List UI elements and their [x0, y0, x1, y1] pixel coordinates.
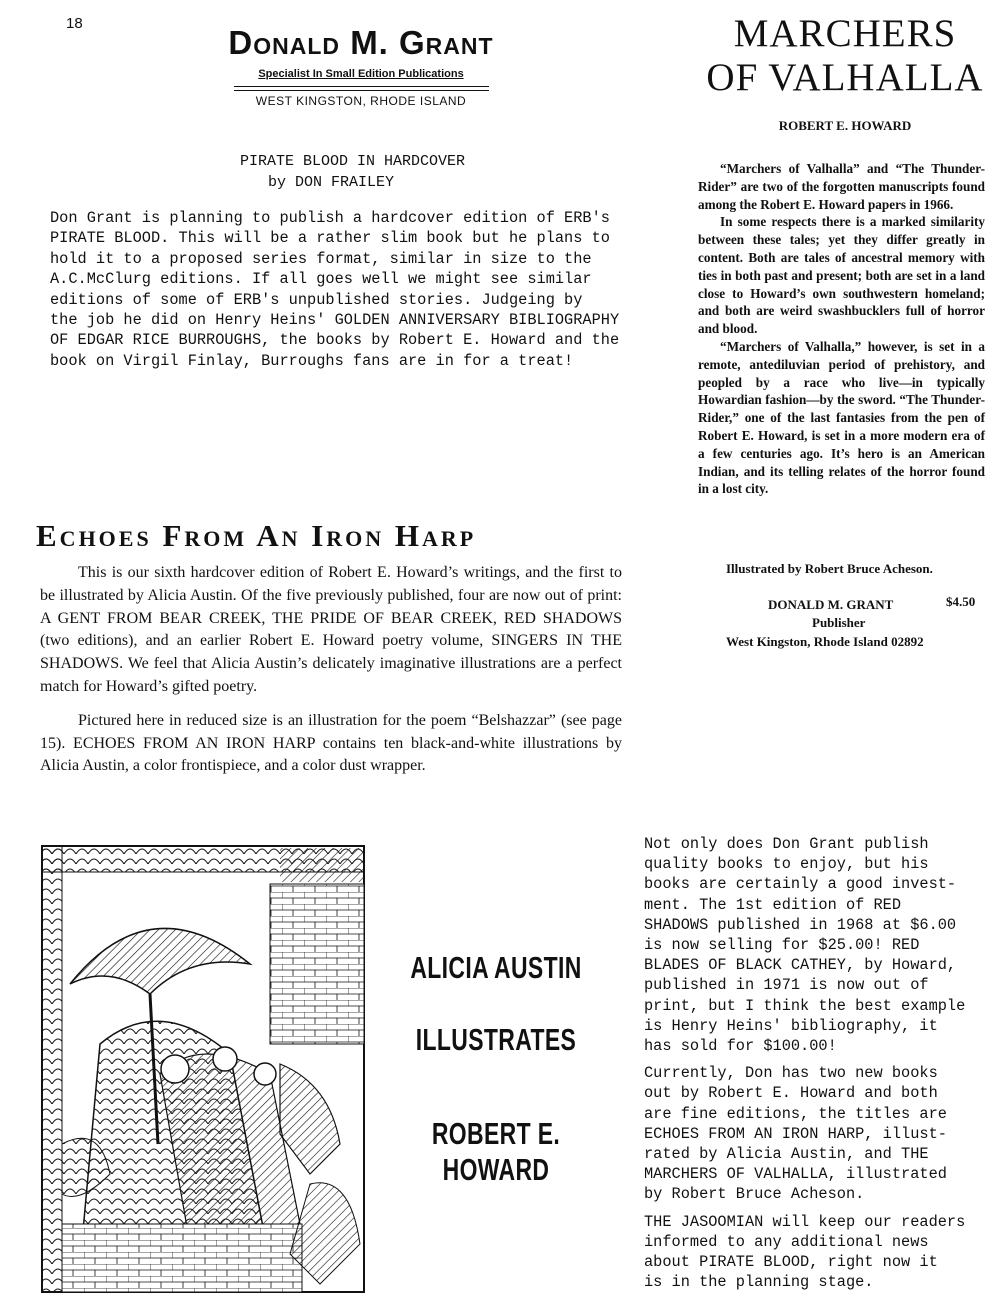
advert-publisher-name: DONALD M. GRANT [768, 597, 894, 612]
advert-title-line: OF VALHALLA [706, 56, 984, 99]
advert-publisher-role: Publisher [812, 615, 866, 630]
divider [234, 86, 489, 87]
divider [234, 90, 489, 91]
belshazzar-illustration-icon [40, 844, 366, 1294]
publisher-name: Donald M. Grant [228, 24, 494, 61]
article-byline: by DON FRAILEY [268, 174, 395, 191]
section-heading: Echoes From An Iron Harp [36, 518, 477, 553]
advert-body [698, 160, 985, 498]
section-body [40, 562, 622, 789]
article-body: Don Grant is planning to publish a hardcover edition of ERB's PIRATE BLOOD. This will be a rather slim book but he plans to hold it to a proposed series format, similar in size to the A.C.McClurg editions. If all goes well we might see similar editions of some of ERB's unpublished stories. Judgeing by the job he did on Henry Heins' GOLDEN ANNIVERSARY BIBLIOGRAPHY OF EDGAR RICE BURROUGHS, the books by Robert E. Howard and the book on Virgil Finlay, Burroughs fans are in for a treat! [50, 209, 620, 370]
column-paragraph: Currently, Don has two new books out by Robert E. Howard and both are fine editions, the titles are ECHOES FROM AN IRON HARP, illust- rated by Alicia Austin, and THE MARCHERS OF VALHALLA, illustrated by Robert Bruce Acheson. [644, 1064, 947, 1204]
advert-price: $4.50 [946, 594, 976, 609]
article-title: PIRATE BLOOD IN HARDCOVER [240, 153, 466, 170]
banner-line: ALICIA AUSTIN [410, 950, 582, 985]
section-paragraph: This is our sixth hardcover edition of Robert E. Howard’s writings, and the first to be illustrated by Alicia Austin. Of the five previously published, four are now out of print: A GENT FROM BEAR CREEK, THE PRIDE OF BEAR CREEK, RED SHADOWS (two editions), and an earlier Robert E. Howard poetry volume, SINGERS IN THE SHADOWS. We feel that Alicia Austin’s delicately imaginative illustrations are a perfect match for Howard’s gifted poetry. [40, 564, 622, 695]
column-paragraph: THE JASOOMIAN will keep our readers informed to any additional news about PIRATE BLOOD, right now it is in the planning stage. [644, 1212, 966, 1292]
publisher-location: WEST KINGSTON, RHODE ISLAND [255, 94, 467, 108]
advert-paragraph: In some respects there is a marked similarity between these tales; yet they differ greatly in content. Both are tales of ancestral memory with ties in both past and present; both are set in a land close to Howard’s own southwestern homeland; and both are weird swashbucklers full of horror and blood. [698, 214, 985, 337]
advert-author: ROBERT E. HOWARD [778, 118, 912, 133]
right-column-article [644, 834, 989, 1299]
banner-line: ILLUSTRATES [415, 1022, 577, 1057]
advert-illustrator: Illustrated by Robert Bruce Acheson. [726, 561, 933, 576]
publisher-tagline: Specialist In Small Edition Publications [258, 68, 464, 80]
section-paragraph: Pictured here in reduced size is an illustration for the poem “Belshazzar” (see page 15). ECHOES FROM AN IRON HARP contains ten black-and-white illustrations by Alicia Austin, a color frontispiece, and a color dust wrapper. [40, 711, 622, 775]
advert-publisher-address: West Kingston, Rhode Island 02892 [726, 634, 924, 649]
publisher-letterhead [196, 24, 526, 108]
advert-paragraph: “Marchers of Valhalla” and “The Thunder-Rider” are two of the forgotten manuscripts found among the Robert E. Howard papers in 1966. [698, 161, 985, 212]
page-number: 18 [66, 15, 83, 32]
advert-title-line: MARCHERS [733, 12, 957, 55]
column-paragraph: Not only does Don Grant publish quality books to enjoy, but his books are certainly a good invest- ment. The 1st edition of RED SHADOWS published in 1968 at $6.00 is now selling for $25.00! RED BLADES OF BLACK CATHEY, by Howard, published in 1971 is now out of print, but I think the best example is Henry Heins' bibliography, it has sold for $100.00! [644, 835, 966, 1056]
banner-line: ROBERT E. HOWARD [431, 1116, 561, 1187]
advert-paragraph: “Marchers of Valhalla,” however, is set in a remote, antediluvian period of prehistory, and peopled by a race who live—in typically Howardian fashion—by the sword. “The Thunder-Rider,” one of the last fantasies from the pen of Robert E. Howard, is set in a more modern era of a few centuries ago. It’s hero is an American Indian, and its telling relates of the horror found in a lost city. [698, 338, 985, 497]
advert-title [700, 12, 990, 100]
